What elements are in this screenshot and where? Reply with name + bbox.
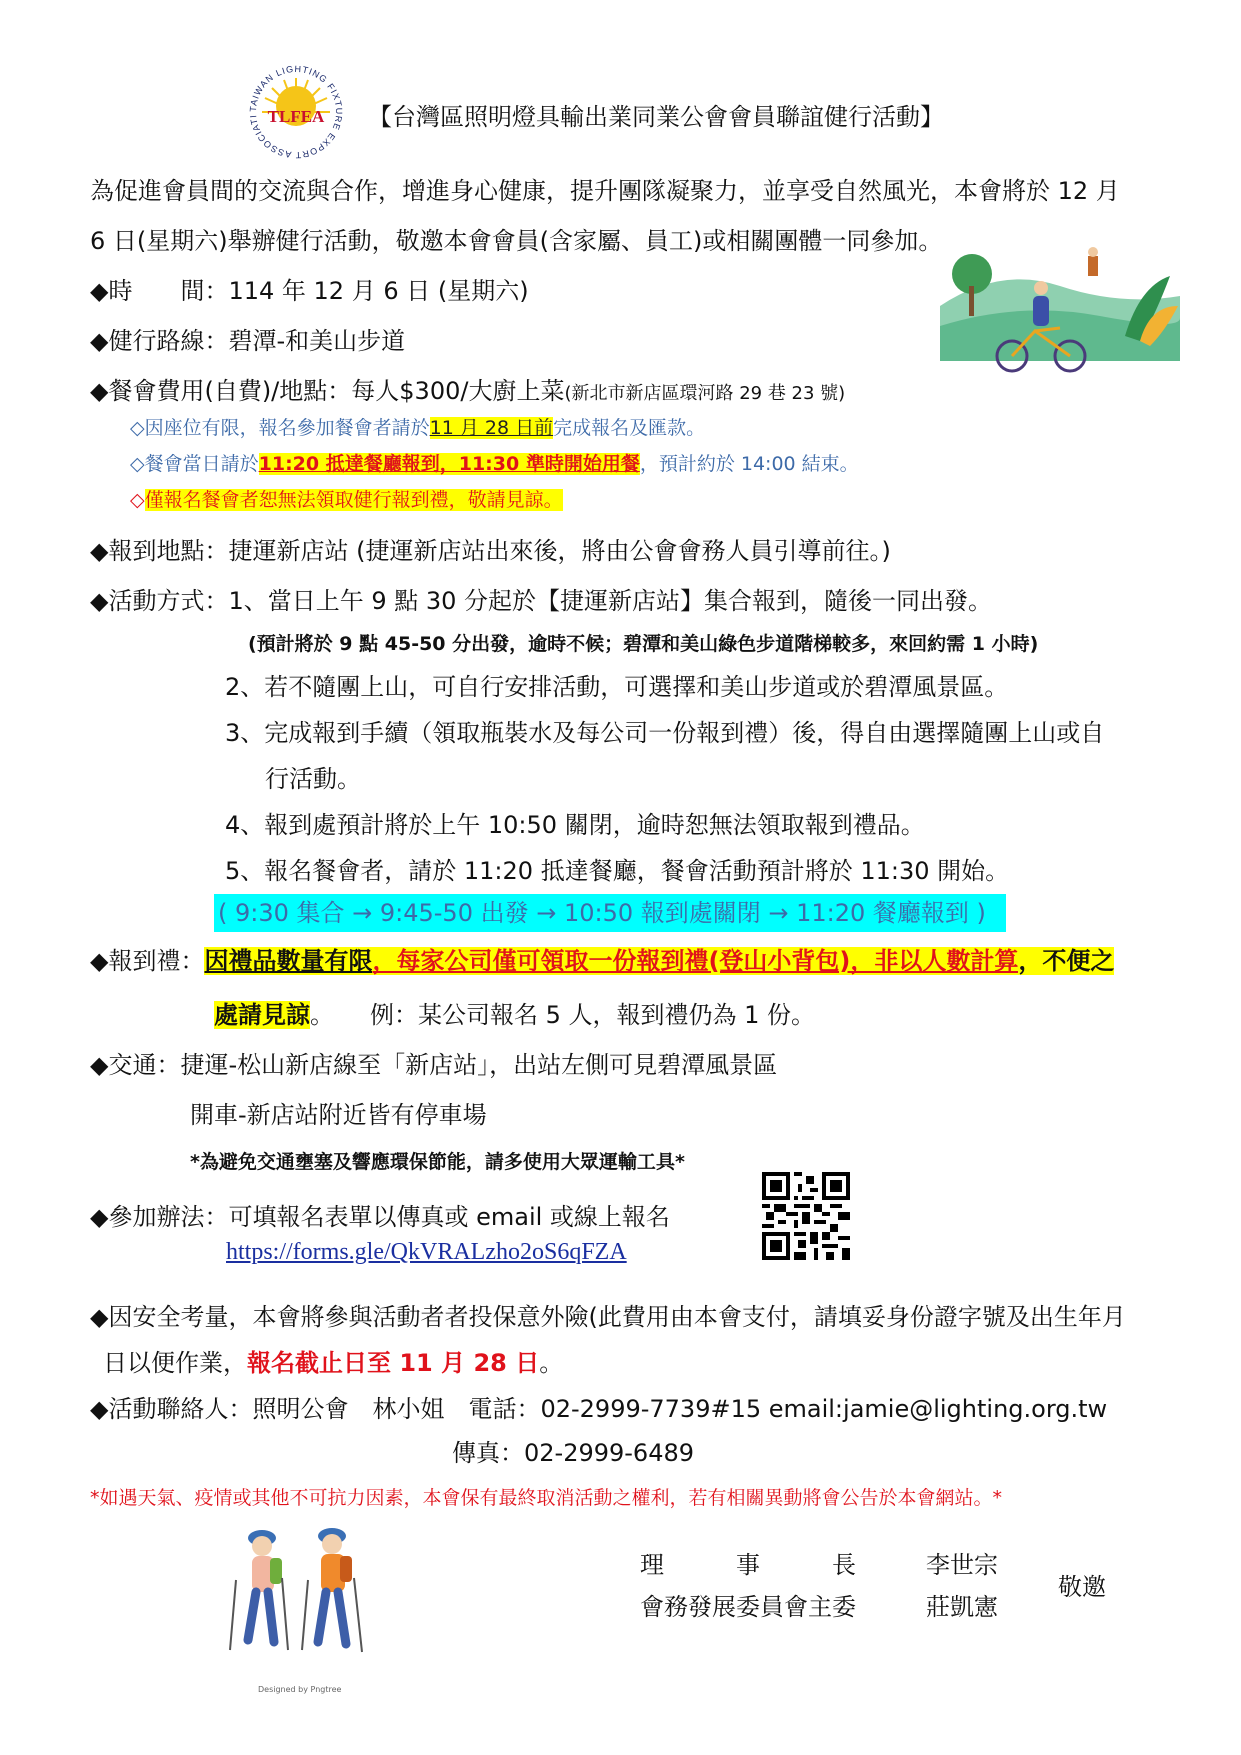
signup-row	[90, 1200, 670, 1234]
activity-label: ◆活動方式：	[90, 587, 229, 615]
cyclist-illustration	[940, 246, 1180, 376]
hikers-illustration	[222, 1520, 382, 1675]
checkin-place-value: 捷運新店站 (捷運新店站出來後，將由公會會務人員引導前往。)	[228, 537, 891, 565]
activity-item-3a: 3、完成報到手續（領取瓶裝水及每公司一份報到禮）後，得自由選擇隨團上山或自	[225, 719, 1105, 747]
page-title: 【台灣區照明燈具輸出業同業公會會員聯誼健行活動】	[368, 103, 944, 131]
transport-note: *為避免交通壅塞及響應環保節能，請多使用大眾運輸工具*	[190, 1151, 685, 1173]
checkin-place-row	[90, 534, 891, 568]
signup-value: 可填報名表單以傳真或 email 或線上報名	[228, 1203, 670, 1231]
activity-item-1: 1、當日上午 9 點 30 分起於【捷運新店站】集合報到，隨後一同出發。	[228, 587, 993, 615]
signature-title-1: 理 事 長	[640, 1551, 856, 1579]
gift-example: 。 例：某公司報名 5 人，報到禮仍為 1 份。	[310, 1001, 816, 1029]
meal-note-3: ◇僅報名餐會者恕無法領取健行報到禮，敬請見諒。	[130, 489, 563, 511]
signature-name-1: 李世宗	[926, 1551, 998, 1579]
gift-limited: 因禮品數量有限	[204, 947, 373, 975]
gift-row-2: 處請見諒。 例：某公司報名 5 人，報到禮仍為 1 份。	[214, 1001, 816, 1029]
meal-value: 每人$300/大廚上菜	[351, 377, 565, 405]
checkin-place-label: ◆報到地點：	[90, 537, 229, 565]
signature-closing: 敬邀	[1058, 1573, 1106, 1601]
signup-form-link[interactable]: https://forms.gle/QkVRALzho2oS6qFZA	[226, 1239, 627, 1265]
route-label: ◆健行路線：	[90, 327, 229, 355]
insurance-line-1: ◆因安全考量，本會將參與活動者者投保意外險(此費用由本會支付，請填妥身份證字號及出生年月	[90, 1303, 1126, 1331]
time-label: ◆時 間：	[90, 277, 229, 305]
activity-item-5: 5、報名餐會者，請於 11:20 抵達餐廳，餐會活動預計將於 11:30 開始。	[225, 857, 1010, 885]
transport-mrt: 捷運-松山新店線至「新店站」，出站左側可見碧潭風景區	[180, 1051, 778, 1079]
svg-text:TAIWAN LIGHTING FIXTURE EXPORT: TAIWAN LIGHTING FIXTURE EXPORT ASSOCIATI	[247, 63, 345, 161]
activity-row-1	[90, 584, 992, 618]
meal-row	[90, 374, 845, 411]
time-value: 114 年 12 月 6 日 (星期六)	[228, 277, 529, 305]
meal-note-1: ◇因座位有限，報名參加餐會者請於11 月 28 日前完成報名及匯款。	[130, 417, 706, 439]
association-logo	[244, 60, 348, 164]
intro-line-2: 6 日(星期六)舉辦健行活動，敬邀本會會員(含家屬、員工)或相關團體一同參加。	[90, 227, 943, 255]
time-row	[90, 274, 529, 308]
activity-item-1-note: (預計將於 9 點 45-50 分出發，逾時不候；碧潭和美山綠色步道階梯較多，來回約需 1 小時)	[248, 633, 1039, 655]
meal-deadline: 11 月 28 日前	[429, 417, 554, 439]
cyclist-landscape-icon	[940, 246, 1180, 376]
activity-item-2: 2、若不隨團上山，可自行安排活動，可選擇和美山步道或於碧潭風景區。	[225, 673, 1009, 701]
gift-row-1: ◆報到禮：因禮品數量有限，每家公司僅可領取一份報到禮(登山小背包)，非以人數計算，不便之	[90, 947, 1115, 975]
disclaimer: *如遇天氣、疫情或其他不可抗力因素，本會保有最終取消活動之權利，若有相關異動將會公告於本會網站。*	[90, 1487, 1003, 1509]
logo-sun-icon	[244, 60, 348, 164]
signature-title-2: 會務發展委員會主委	[640, 1593, 856, 1621]
transport-row-1	[90, 1048, 777, 1082]
meal-only-warning: 僅報名餐會者恕無法領取健行報到禮，敬請見諒。	[144, 489, 563, 511]
gift-one-per-company: ，每家公司僅可領取一份報到禮(登山小背包)，非以人數計算	[372, 947, 1019, 975]
activity-item-3b: 行活動。	[265, 765, 361, 793]
meal-label: ◆餐會費用(自費)/地點：	[90, 377, 352, 405]
insurance-line-2: 日以便作業，報名截止日至 11 月 28 日。	[103, 1349, 564, 1377]
signup-deadline: 報名截止日至 11 月 28 日	[247, 1349, 540, 1377]
svg-text:TLFEA: TLFEA	[267, 107, 325, 126]
contact-line: ◆活動聯絡人：照明公會 林小姐 電話：02-2999-7739#15 email:jamie@lighting.org.tw	[90, 1395, 1108, 1423]
signup-qr-code[interactable]	[762, 1172, 850, 1260]
signup-label: ◆參加辦法：	[90, 1203, 229, 1231]
transport-car: 開車-新店站附近皆有停車場	[190, 1101, 487, 1129]
meal-address: (新北市新店區環河路 29 巷 23 號)	[564, 383, 846, 404]
meal-note-2: ◇餐會當日請於11:20 抵達餐廳報到，11:30 準時開始用餐，預計約於 14:00 結束。	[130, 453, 859, 475]
signature-name-2: 莊凱憲	[926, 1593, 998, 1621]
intro-line-1: 為促進會員間的交流與合作，增進身心健康，提升團隊凝聚力，並享受自然風光，本會將於 12 月	[90, 177, 1120, 205]
gift-label: ◆報到禮：	[90, 947, 205, 975]
illustration-credit: Designed by Pngtree	[258, 1685, 342, 1694]
meal-arrival-time: 11:20 抵達餐廳報到，11:30 準時開始用餐	[258, 453, 640, 475]
route-row	[90, 324, 405, 358]
transport-label: ◆交通：	[90, 1051, 181, 1079]
elderly-hikers-icon	[222, 1520, 382, 1675]
contact-fax: 傳真：02-2999-6489	[452, 1439, 695, 1467]
qr-code-icon	[762, 1172, 850, 1260]
activity-schedule: ( 9:30 集合 → 9:45-50 出發 → 10:50 報到處關閉 → 11:20 餐廳報到 )	[214, 894, 1006, 932]
activity-item-4: 4、報到處預計將於上午 10:50 關閉，逾時恕無法領取報到禮品。	[225, 811, 925, 839]
route-value: 碧潭-和美山步道	[228, 327, 406, 355]
